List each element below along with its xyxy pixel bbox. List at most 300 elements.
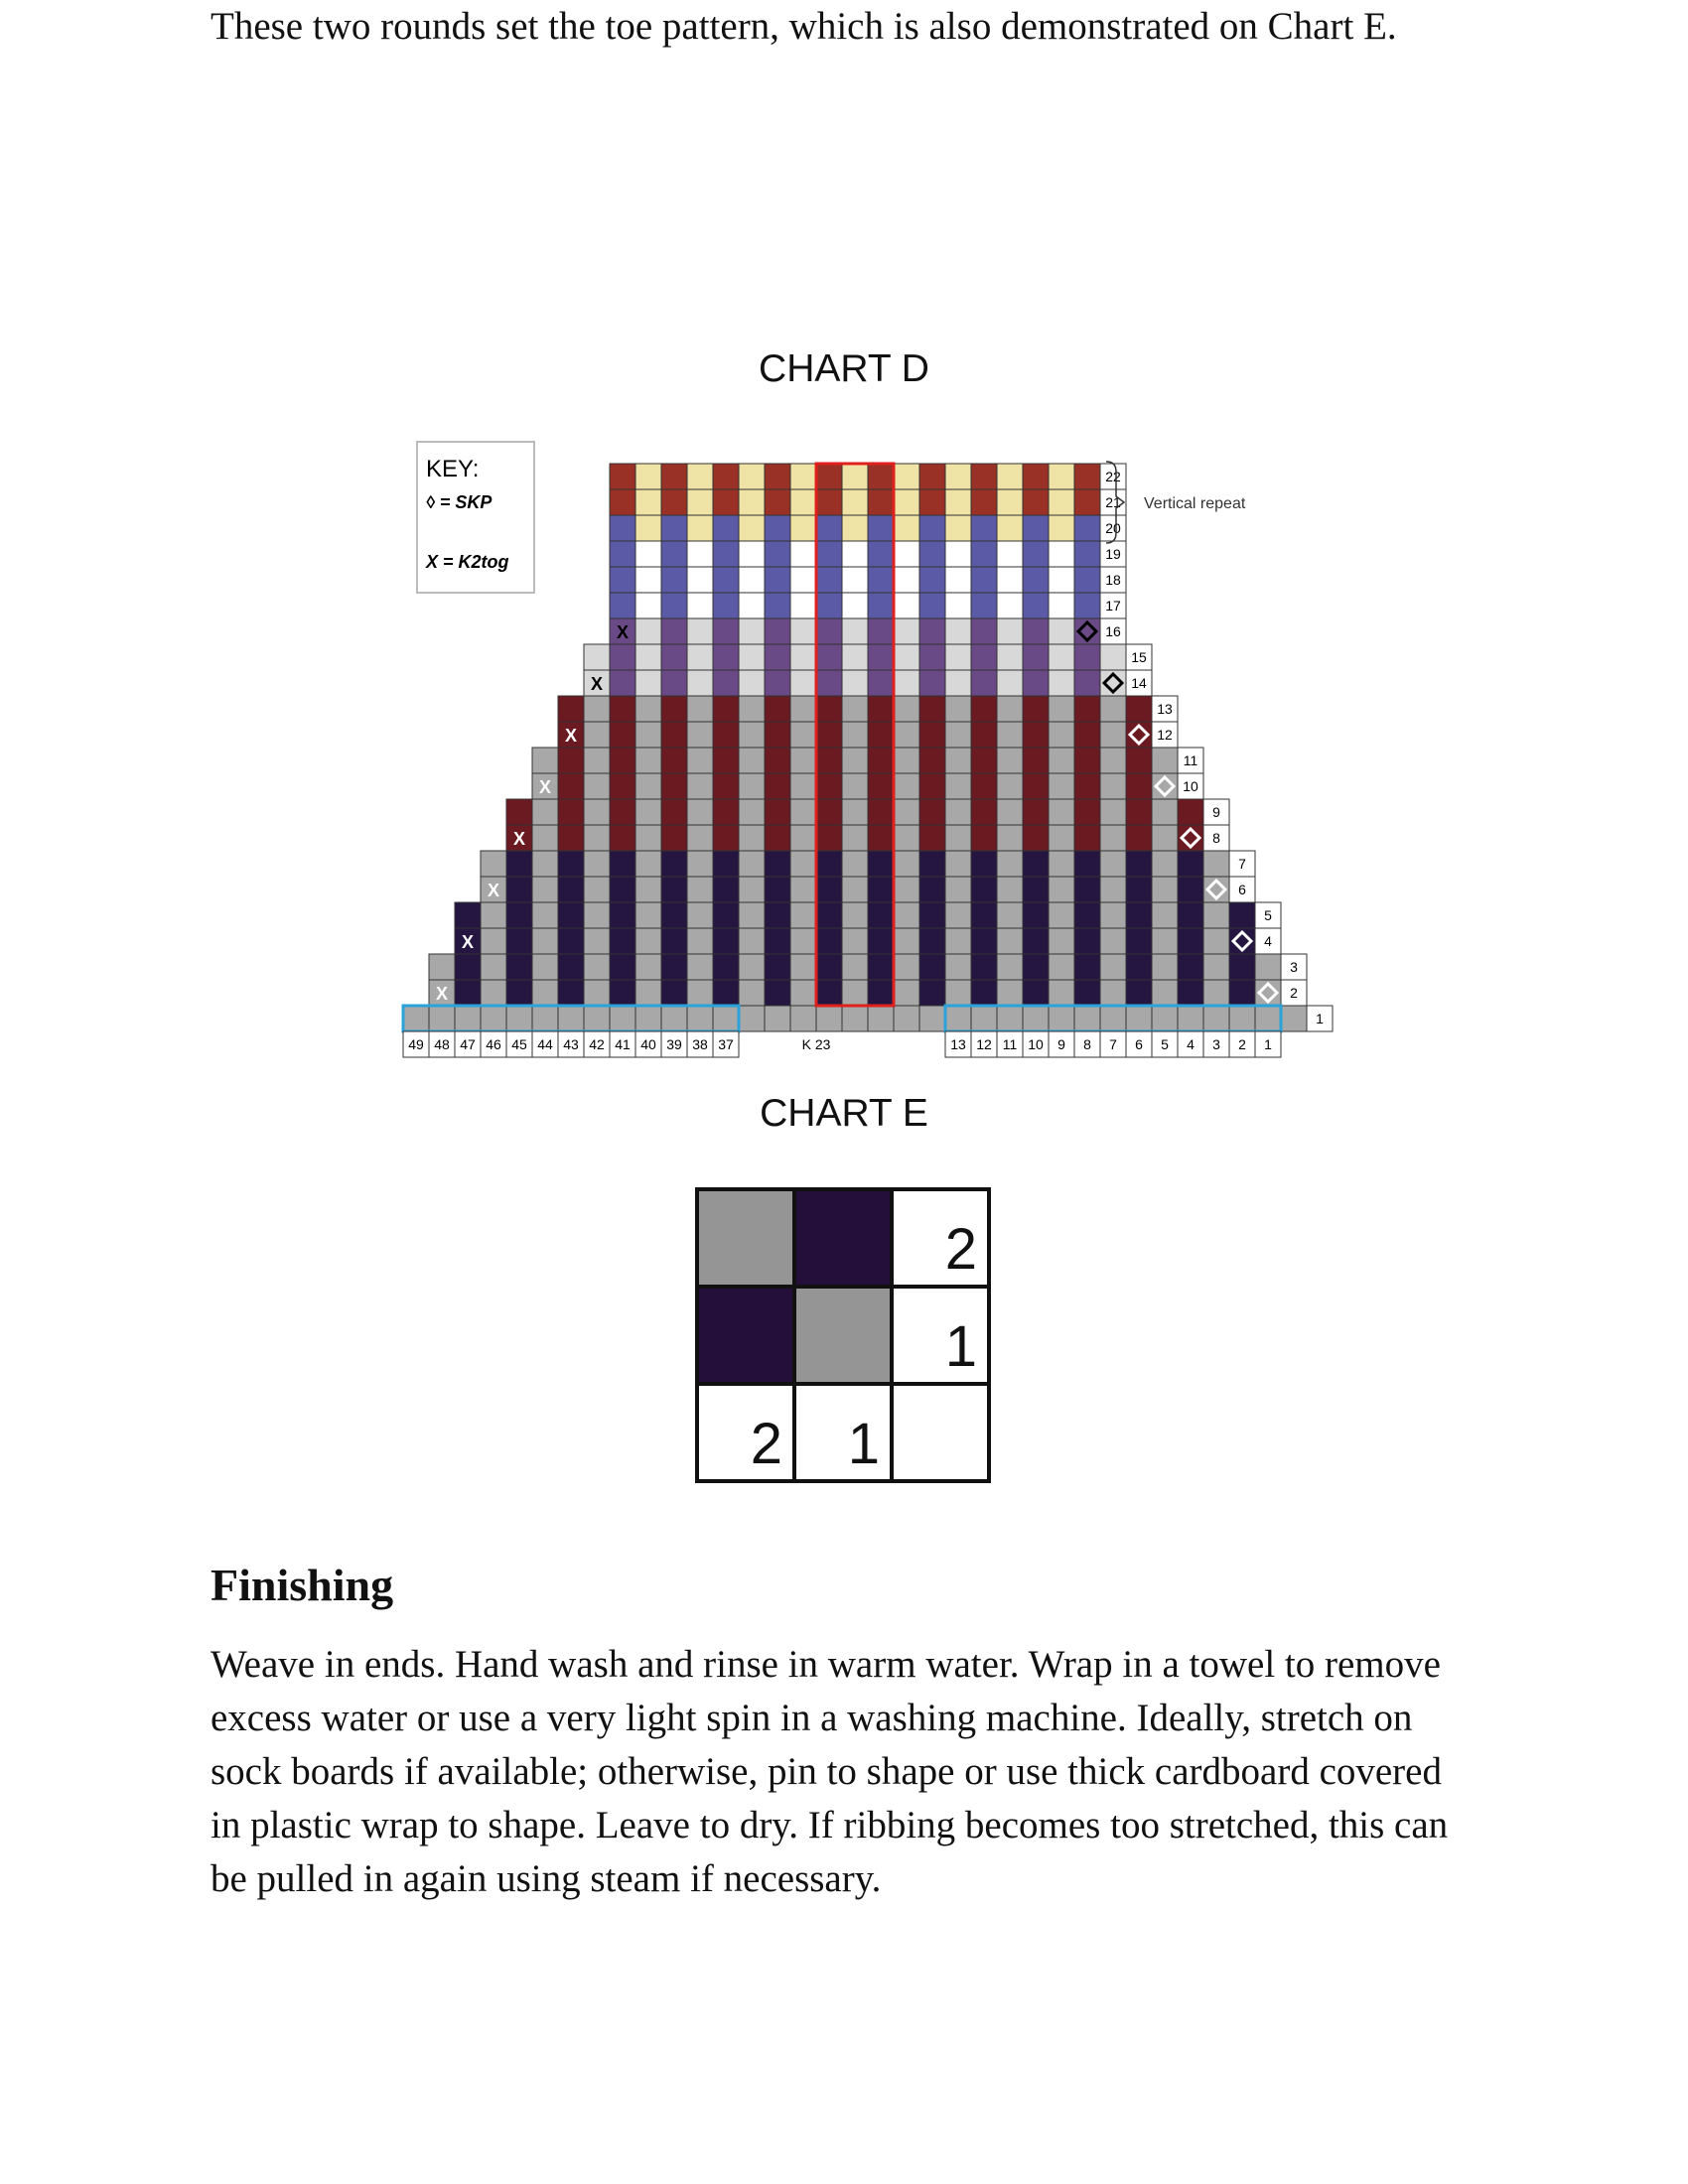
chart-d-cell [661, 515, 687, 541]
chart-d-cell [765, 928, 790, 954]
bottom-label: 42 [589, 1036, 605, 1052]
chart-d-cell [919, 644, 945, 670]
chart-d-cell [765, 902, 790, 928]
k2tog-marker: X [435, 984, 449, 1004]
chart-d-cell [790, 825, 816, 851]
chart-d-cell [842, 618, 868, 644]
chart-d-cell [558, 877, 584, 902]
chart-d-cell [1126, 902, 1152, 928]
chart-d-cell [635, 722, 661, 748]
chart-d-cell [1049, 696, 1074, 722]
chart-d-cell [765, 851, 790, 877]
chart-d-cell [1203, 928, 1229, 954]
chart-d-cell [558, 954, 584, 980]
chart-d-cell [661, 722, 687, 748]
chart-d-cell [868, 722, 894, 748]
chart-d-cell [584, 696, 610, 722]
chart-d-cell [610, 928, 635, 954]
chart-d-cell [919, 722, 945, 748]
chart-d-cell [739, 515, 765, 541]
bottom-label: 49 [408, 1036, 424, 1052]
chart-d-cell [661, 593, 687, 618]
chart-d-cell [661, 748, 687, 773]
chart-d-cell [1049, 670, 1074, 696]
chart-d-cell [997, 489, 1023, 515]
bottom-label: 43 [563, 1036, 579, 1052]
chart-d-cell [635, 980, 661, 1006]
chart-d-cell [816, 851, 842, 877]
chart-d-cell [1023, 722, 1049, 748]
chart-d-cell [739, 644, 765, 670]
chart-d-cell [1049, 722, 1074, 748]
chart-d-cell [739, 593, 765, 618]
chart-d-cell [713, 877, 739, 902]
chart-d-cell [816, 644, 842, 670]
chart-d-cell [816, 825, 842, 851]
chart-d-cell [610, 644, 635, 670]
chart-d-cell [1049, 825, 1074, 851]
chart-d-cell [894, 877, 919, 902]
chart-d-cell [971, 644, 997, 670]
chart-d-cell [558, 696, 584, 722]
chart-d-cell [997, 851, 1023, 877]
chart-d-cell [661, 567, 687, 593]
chart-d-cell [1049, 515, 1074, 541]
chart-d-cell [584, 851, 610, 877]
chart-d-cell [816, 877, 842, 902]
chart-d-cell [894, 464, 919, 489]
chart-d-cell [429, 1006, 455, 1031]
chart-d-cell [481, 851, 506, 877]
row-number-label: 19 [1105, 546, 1121, 562]
chart-d-cell [661, 670, 687, 696]
chart-d-cell [506, 928, 532, 954]
chart-d-cell [739, 618, 765, 644]
bottom-label: 41 [615, 1036, 631, 1052]
chart-d-cell [1049, 1006, 1074, 1031]
chart-d-cell [765, 980, 790, 1006]
chart-d-cell [997, 825, 1023, 851]
k2tog-marker: X [616, 622, 630, 642]
chart-d-cell [945, 851, 971, 877]
chart-d-cell [868, 851, 894, 877]
bottom-label: 8 [1083, 1036, 1091, 1052]
chart-d-cell [842, 515, 868, 541]
chart-d-cell [1152, 1006, 1178, 1031]
chart-d-cell [532, 825, 558, 851]
chart-d-cell [506, 877, 532, 902]
chart-d-cell [532, 877, 558, 902]
chart-d-cell [610, 464, 635, 489]
chart-d-cell [687, 902, 713, 928]
chart-d-cell [997, 696, 1023, 722]
bottom-label: 38 [692, 1036, 708, 1052]
chart-d-cell [1023, 489, 1049, 515]
chart-d-cell [1074, 1006, 1100, 1031]
chart-d-cell [1023, 670, 1049, 696]
chart-d-cell [971, 696, 997, 722]
chart-d-cell [687, 696, 713, 722]
chart-d-cell [1100, 928, 1126, 954]
row-number-label: 7 [1238, 856, 1246, 872]
row-number-label: 4 [1264, 933, 1272, 949]
chart-d-cell [894, 773, 919, 799]
chart-d-cell [997, 464, 1023, 489]
chart-d-cell [816, 954, 842, 980]
chart-d-cell [868, 618, 894, 644]
chart-d-cell [1049, 464, 1074, 489]
chart-d-cell [1074, 670, 1100, 696]
chart-d-cell [868, 799, 894, 825]
chart-d-cell [894, 567, 919, 593]
chart-d-cell [532, 799, 558, 825]
chart-d-cell [919, 618, 945, 644]
chart-d-cell [635, 851, 661, 877]
chart-d-cell [687, 722, 713, 748]
chart-d-cell [894, 1006, 919, 1031]
chart-d-cell [1049, 644, 1074, 670]
chart-d-cell [894, 515, 919, 541]
chart-d-cell [584, 877, 610, 902]
chart-d-cell [945, 618, 971, 644]
row-number-label: 12 [1157, 727, 1173, 743]
chart-d-cell [945, 980, 971, 1006]
chart-d-cell [1152, 980, 1178, 1006]
chart-d-cell [1178, 851, 1203, 877]
chart-d-cell [894, 722, 919, 748]
chart-d-cell [971, 670, 997, 696]
row-number-label: 18 [1105, 572, 1121, 588]
chart-d-cell [894, 593, 919, 618]
chart-d-cell [687, 489, 713, 515]
chart-d-cell [739, 489, 765, 515]
chart-d-cell [1074, 773, 1100, 799]
chart-d-cell [713, 644, 739, 670]
chart-d-cell [687, 928, 713, 954]
chart-d-cell [1100, 902, 1126, 928]
chart-d-cell [971, 954, 997, 980]
chart-d-cell [868, 954, 894, 980]
chart-d-cell [868, 928, 894, 954]
chart-d-cell [1023, 567, 1049, 593]
chart-d-cell [455, 1006, 481, 1031]
chart-d-cell [455, 902, 481, 928]
chart-d-cell [1049, 593, 1074, 618]
row-number-label: 11 [1183, 752, 1198, 768]
chart-d-cell [790, 877, 816, 902]
chart-d-cell [558, 748, 584, 773]
chart-d-cell [558, 825, 584, 851]
chart-d-cell [919, 670, 945, 696]
chart-d-cell [739, 877, 765, 902]
chart-d-cell [661, 618, 687, 644]
chart-d-cell [687, 980, 713, 1006]
chart-d-cell [1049, 618, 1074, 644]
chart-d-cell [584, 928, 610, 954]
chart-d-cell [919, 928, 945, 954]
chart-d-cell [945, 799, 971, 825]
chart-d-cell [842, 722, 868, 748]
chart-d-cell [1023, 515, 1049, 541]
bottom-label: 11 [1002, 1036, 1018, 1052]
row-number-label: 22 [1105, 469, 1121, 484]
bottom-label: 46 [486, 1036, 501, 1052]
chart-d-cell [816, 464, 842, 489]
chart-d-cell [868, 877, 894, 902]
chart-d-cell [1074, 980, 1100, 1006]
chart-d-cell [1049, 799, 1074, 825]
chart-d-cell [713, 618, 739, 644]
chart-d-cell [868, 593, 894, 618]
chart-d-cell [1203, 1006, 1229, 1031]
chart-d-cell [816, 902, 842, 928]
chart-d-cell [455, 980, 481, 1006]
chart-d-key [417, 442, 534, 593]
chart-d-cell [610, 593, 635, 618]
chart-d-cell [1049, 954, 1074, 980]
chart-d-cell [610, 567, 635, 593]
chart-d-cell [610, 877, 635, 902]
chart-d-cell [713, 696, 739, 722]
chart-d-cell [842, 696, 868, 722]
bottom-label: 5 [1161, 1036, 1169, 1052]
chart-d-cell [635, 489, 661, 515]
chart-d-cell [635, 877, 661, 902]
chart-d-cell [532, 851, 558, 877]
chart-d-cell [687, 748, 713, 773]
chart-d-cell [739, 748, 765, 773]
chart-d-cell [713, 851, 739, 877]
chart-d-cell [635, 644, 661, 670]
chart-d-cell [945, 593, 971, 618]
chart-d-cell [816, 489, 842, 515]
chart-d-cell [842, 644, 868, 670]
chart-d-cell [919, 851, 945, 877]
chart-d-cell [739, 928, 765, 954]
chart-d-cell [713, 515, 739, 541]
chart-d-cell [1229, 1006, 1255, 1031]
chart-d-cell [1152, 748, 1178, 773]
chart-d-cell [1152, 954, 1178, 980]
chart-d-cell [713, 489, 739, 515]
row-number-label: 10 [1183, 778, 1198, 794]
chart-d-cell [919, 567, 945, 593]
chart-d-cell [610, 722, 635, 748]
row-number-label: 8 [1212, 830, 1220, 846]
chart-d-cell [919, 877, 945, 902]
chart-d-cell [971, 748, 997, 773]
chart-d-cell [1152, 851, 1178, 877]
chart-d-cell [635, 902, 661, 928]
row-number-label: 14 [1131, 675, 1147, 691]
chart-d-cell [1023, 877, 1049, 902]
chart-d-cell [919, 593, 945, 618]
chart-d-cell [816, 773, 842, 799]
chart-d-cell [739, 825, 765, 851]
key-skp: ◊ = SKP [426, 492, 492, 512]
chart-d-cell [894, 799, 919, 825]
chart-d-cell [765, 748, 790, 773]
chart-d-cell [842, 593, 868, 618]
chart-d-cell [790, 851, 816, 877]
chart-d-cell [816, 722, 842, 748]
chart-d-cell [868, 515, 894, 541]
chart-d-cell [610, 670, 635, 696]
chart-d-cell [739, 773, 765, 799]
chart-d-cell [1074, 851, 1100, 877]
row-number-label: 17 [1105, 598, 1121, 614]
chart-d-cell [894, 618, 919, 644]
chart-d-cell [765, 644, 790, 670]
chart-d-cell [945, 644, 971, 670]
chart-d-cell [403, 1006, 429, 1031]
chart-e-row-label: 1 [944, 1314, 977, 1379]
chart-d-cell [558, 928, 584, 954]
chart-d-cell [765, 825, 790, 851]
chart-d-cell [997, 541, 1023, 567]
chart-d-cell [1178, 954, 1203, 980]
chart-d-cell [584, 902, 610, 928]
chart-d-cell [971, 567, 997, 593]
chart-d-cell [765, 489, 790, 515]
chart-d-cell [1126, 825, 1152, 851]
chart-d-cell [790, 489, 816, 515]
chart-d-cell [1126, 877, 1152, 902]
chart-d-cell [506, 980, 532, 1006]
chart-d-cell [997, 593, 1023, 618]
chart-d-cell [997, 722, 1023, 748]
chart-d-cell [1023, 541, 1049, 567]
chart-d-cell [558, 799, 584, 825]
chart-d-cell [868, 670, 894, 696]
chart-d-cell [790, 464, 816, 489]
chart-d-cell [945, 928, 971, 954]
intro-paragraph: These two rounds set the toe pattern, which is also demonstrated on Chart E. [211, 5, 1397, 48]
chart-d-cell [816, 928, 842, 954]
chart-d-cell [481, 1006, 506, 1031]
chart-d-cell [739, 1006, 765, 1031]
chart-d-cell [971, 515, 997, 541]
bottom-label: 37 [718, 1036, 734, 1052]
chart-d-cell [945, 1006, 971, 1031]
chart-d-cell [687, 954, 713, 980]
chart-d-cell [610, 851, 635, 877]
finishing-heading: Finishing [211, 1560, 394, 1610]
chart-d-cell [1178, 902, 1203, 928]
chart-d-cell [868, 464, 894, 489]
chart-d-cell [1229, 902, 1255, 928]
chart-d-cell [1152, 799, 1178, 825]
bottom-label: 4 [1187, 1036, 1195, 1052]
chart-d-cell [713, 567, 739, 593]
row-number-label: 16 [1105, 623, 1121, 639]
chart-d-cell [1100, 1006, 1126, 1031]
chart-d-cell [713, 928, 739, 954]
chart-d-cell [919, 464, 945, 489]
chart-d-cell [842, 1006, 868, 1031]
k2tog-marker: X [590, 674, 604, 694]
chart-d-cell [610, 980, 635, 1006]
chart-d-cell [842, 980, 868, 1006]
chart-d-cell [1100, 825, 1126, 851]
chart-d-cell [1049, 567, 1074, 593]
chart-d-cell [765, 515, 790, 541]
chart-d-cell [481, 928, 506, 954]
chart-d-cell [971, 541, 997, 567]
bottom-label: 12 [976, 1036, 992, 1052]
chart-d-cell [610, 515, 635, 541]
chart-d-cell [1100, 696, 1126, 722]
chart-d-cell [635, 954, 661, 980]
chart-d-cell [661, 851, 687, 877]
chart-d-cell [997, 773, 1023, 799]
chart-d-cell [558, 773, 584, 799]
chart-d-cell [765, 670, 790, 696]
chart-d-cell [842, 773, 868, 799]
chart-d-cell [687, 567, 713, 593]
chart-d-cell [1049, 773, 1074, 799]
chart-d-cell [739, 902, 765, 928]
chart-d-cell [790, 980, 816, 1006]
chart-d-cell [945, 825, 971, 851]
chart-d-cell [1203, 851, 1229, 877]
chart-d-cell [945, 541, 971, 567]
chart-d-cell [635, 928, 661, 954]
chart-d-cell [1126, 851, 1152, 877]
chart-d-cell [687, 799, 713, 825]
chart-d-cell [1074, 541, 1100, 567]
chart-d-cell [1100, 877, 1126, 902]
chart-d-cell [894, 748, 919, 773]
chart-d-cell [1074, 799, 1100, 825]
chart-d-cell [1100, 773, 1126, 799]
chart-d-cell [1049, 851, 1074, 877]
chart-d-cell [1049, 489, 1074, 515]
chart-d-cell [739, 722, 765, 748]
row-number-label: 21 [1105, 494, 1121, 510]
chart-d-cell [971, 618, 997, 644]
row-number-label: 6 [1238, 882, 1246, 897]
chart-d-cell [558, 902, 584, 928]
chart-d-cell [919, 773, 945, 799]
chart-d-cell [713, 825, 739, 851]
chart-d-cell [997, 567, 1023, 593]
chart-d-cell [1178, 928, 1203, 954]
chart-d-cell [1074, 515, 1100, 541]
chart-d-cell [1126, 980, 1152, 1006]
chart-d-cell [1023, 464, 1049, 489]
chart-d-cell [1074, 928, 1100, 954]
bottom-label: 9 [1057, 1036, 1065, 1052]
chart-d-cell [532, 1006, 558, 1031]
chart-d-cell [868, 1006, 894, 1031]
chart-d-cell [610, 773, 635, 799]
chart-d-cell [894, 670, 919, 696]
chart-d-cell [945, 515, 971, 541]
chart-d-cell [687, 670, 713, 696]
chart-d-cell [765, 541, 790, 567]
chart-d-cell [1074, 902, 1100, 928]
chart-d-cell [816, 593, 842, 618]
chart-d-cell [971, 489, 997, 515]
chart-d-cell [661, 541, 687, 567]
chart-d-cell [1126, 773, 1152, 799]
k2tog-marker: X [564, 726, 578, 746]
chart-d-cell [790, 670, 816, 696]
chart-d-cell [765, 696, 790, 722]
chart-d-cell [635, 748, 661, 773]
chart-d-cell [945, 748, 971, 773]
